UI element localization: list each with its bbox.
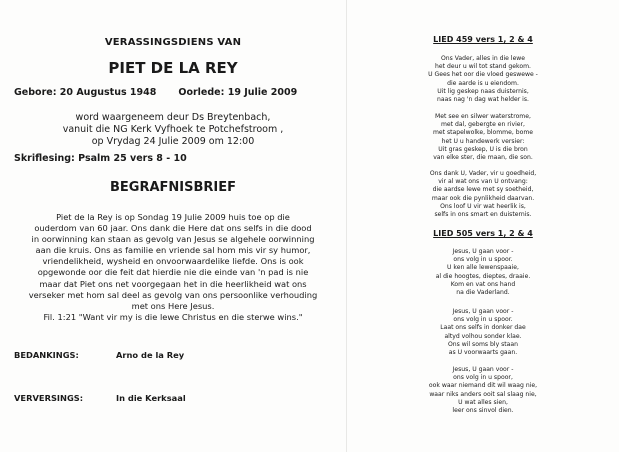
stanza-line: Kom en vat ons hand: [450, 280, 516, 288]
stanza-line: die aardse lewe met sy soetheid,: [432, 186, 534, 194]
body-line: met ons Here Jesus.: [131, 300, 215, 311]
service-line: word waargeneem deur Ds Breytenbach,: [75, 112, 271, 123]
stanza-line: Laat ons selfs in donker dae: [440, 324, 526, 332]
service-details: [0, 112, 346, 148]
body-line: vriendelikheid, wysheid en onvoorwaardelike liefde. Ons is ook: [42, 256, 304, 267]
deceased-name: PIET DE LA REY: [108, 59, 238, 77]
body-line: in oorwinning kan staan as gevolg van Jesus se algehele oorwinning: [31, 234, 315, 245]
stanza-line: U Gees het oor die vloed geswewe -: [428, 71, 538, 79]
service-title: VERASSINGSDIENS VAN: [104, 37, 242, 48]
stanza-line: U wat alles sien,: [458, 398, 508, 406]
funeral-letter-body: [0, 212, 346, 312]
stanza-line: Ons wil soms bly staan: [447, 340, 519, 348]
stanza-line: Ons dank U, Vader, vir u goedheid,: [429, 170, 537, 177]
funeral-letter-heading: BEGRAFNISBRIEF: [109, 180, 236, 195]
stanza-line: die aarde is u eiendom.: [447, 79, 519, 87]
body-line: maar dat Piet ons net voorgegaan het in die heerlikheid wat ons: [39, 278, 307, 289]
stanza-line: U ken alle lewenspaaie,: [447, 264, 519, 272]
stanza-line: leer ons sinvol dien.: [452, 407, 514, 415]
stanza-line: altyd volhou sonder klae.: [444, 332, 522, 340]
stanza-line: al die hoogtes, dieptes, draaie.: [435, 272, 531, 280]
hymn-505-stanza-1: [347, 248, 619, 297]
stanza-line: ons volg in u spoor.: [453, 316, 513, 324]
stanza-line: selfs in ons smart en duisternis.: [434, 211, 532, 219]
body-line: Piet de la Rey is op Sondag 19 Julie 2009 huis toe op die: [56, 212, 290, 222]
stanza-line: met stapelwolke, blomme, bome: [432, 129, 534, 137]
right-panel: [347, 0, 619, 452]
stanza-line: Jesus, U gaan voor -: [452, 366, 514, 373]
bible-verse: Fil. 1:21 "Want vir my is die lewe Christus en die sterwe wins.": [43, 312, 303, 322]
hymn-505-stanza-3: [347, 366, 619, 415]
body-line: verseker met hom sal deel as gevolg van ons persoonlike verhouding: [28, 289, 318, 300]
hymn-459-stanza-3: [347, 170, 619, 219]
hymn-505-stanza-2: [347, 308, 619, 357]
service-line: op Vrydag 24 Julie 2009 om 12:00: [91, 136, 255, 147]
life-dates: [14, 87, 297, 98]
stanza-line: naas nag 'n dag wat helder is.: [437, 96, 529, 104]
stanza-line: Ons Vader, alles in die lewe: [440, 55, 526, 62]
death-date: Oorlede: 19 Julie 2009: [178, 87, 298, 98]
stanza-line: ons volg in u spoor,: [453, 374, 513, 382]
refreshments-label: VERVERSINGS:: [14, 393, 84, 403]
thanks-label: BEDANKINGS:: [14, 350, 79, 360]
stanza-line: Met see en silwer waterstrome,: [435, 113, 531, 120]
stanza-line: Uit lig geskep naas duisternis,: [437, 87, 529, 95]
hymn-459-title: LIED 459 vers 1, 2 & 4: [433, 35, 533, 44]
stanza-line: Jesus, U gaan voor -: [452, 248, 514, 255]
thanks-value: Arno de la Rey: [116, 350, 185, 360]
body-line: ouderdom van 60 jaar. Ons dank die Here dat ons selfs in die dood: [34, 223, 312, 234]
stanza-line: vir al wat ons van U ontvang:: [438, 178, 528, 186]
stanza-line: as U voorwaarts gaan.: [448, 349, 518, 357]
stanza-line: ook waar niemand dit wil waag nie,: [428, 382, 538, 390]
scripture-reading: Skriflesing: Psalm 25 vers 8 - 10: [14, 153, 187, 164]
stanza-line: maar ook die pynlikheid daarvan.: [431, 194, 535, 202]
stanza-line: van elke ster, die maan, die son.: [433, 154, 533, 162]
stanza-line: Uit gras geskep, U is die bron: [438, 145, 528, 153]
thanks-row: [14, 350, 184, 360]
hymn-505-title: LIED 505 vers 1, 2 & 4: [433, 229, 533, 238]
hymn-459-stanza-1: [347, 55, 619, 104]
refreshments-value: In die Kerksaal: [116, 393, 186, 403]
body-line: aan die kruis. Ons as familie en vriende sal hom mis vir sy humor,: [35, 245, 311, 256]
stanza-line: ons volg in u spoor.: [453, 256, 513, 264]
stanza-line: het U u handewerk versier:: [441, 137, 525, 145]
hymn-459-stanza-2: [347, 113, 619, 162]
stanza-line: na die Vaderland.: [456, 289, 510, 297]
birth-date: Gebore: 20 Augustus 1948: [14, 87, 157, 98]
stanza-line: met dal, gebergte en rivier,: [441, 121, 525, 129]
service-line: vanuit die NG Kerk Vyfhoek te Potchefstroom ,: [62, 124, 284, 135]
stanza-line: Ons loof U vir wat heerlik is,: [440, 202, 526, 210]
body-line: opgewonde oor die feit dat hierdie nie die einde van 'n pad is nie: [37, 267, 309, 278]
stanza-line: Jesus, U gaan voor -: [452, 308, 514, 315]
stanza-line: het deur u wil tot stand gekom.: [435, 63, 531, 71]
refreshments-row: [14, 393, 186, 403]
stanza-line: waar niks anders ooit sal slaag nie,: [429, 390, 537, 398]
